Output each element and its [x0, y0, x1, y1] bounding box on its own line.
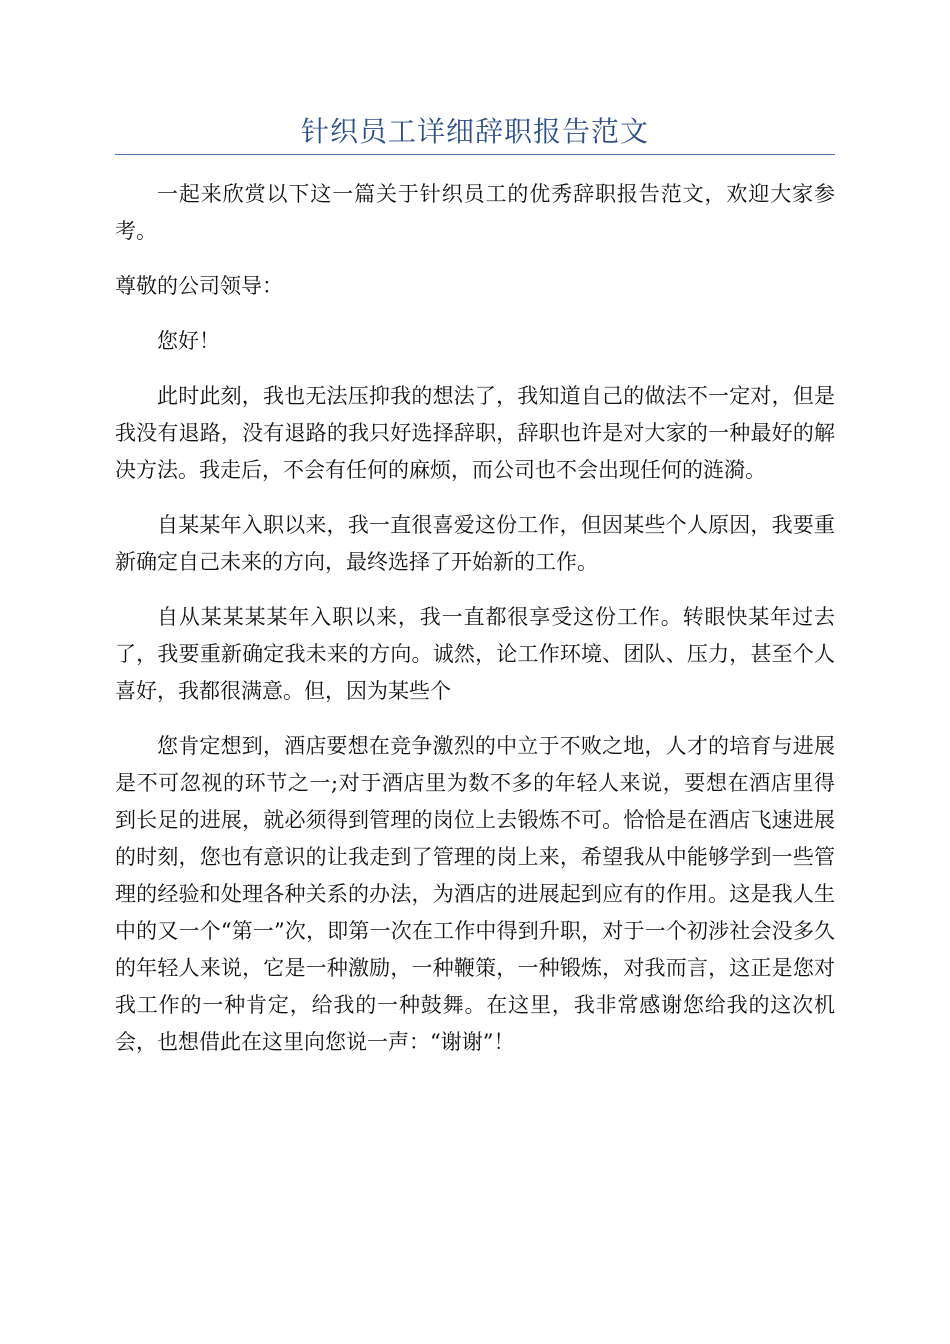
- intro-paragraph: 一起来欣赏以下这一篇关于针织员工的优秀辞职报告范文，欢迎大家参考。: [115, 182, 835, 243]
- document-body: [115, 176, 835, 1079]
- body-paragraph-2: 自某某年入职以来，我一直很喜爱这份工作，但因某些个人原因，我要重新确定自己未来的方向，最终选择了开始新的工作。: [115, 513, 835, 574]
- salutation: 尊敬的公司领导：: [115, 274, 283, 298]
- title-underline: [115, 154, 835, 155]
- body-paragraph-1: 此时此刻，我也无法压抑我的想法了，我知道自己的做法不一定对，但是我没有退路，没有退路的我只好选择辞职，辞职也许是对大家的一种最好的解决方法。我走后，不会有任何的麻烦，而公司也不会出现任何的涟漪。: [115, 384, 835, 482]
- greeting: 您好！: [157, 329, 220, 353]
- body-paragraph-3: 自从某某某某年入职以来，我一直都很享受这份工作。转眼快某年过去了，我要重新确定我未来的方向。诚然，论工作环境、团队、压力，甚至个人喜好，我都很满意。但，因为某些个: [115, 605, 835, 703]
- document-title: 针织员工详细辞职报告范文: [300, 115, 649, 148]
- body-paragraph-4: 您肯定想到，酒店要想在竞争激烈的中立于不败之地，人才的培育与进展是不可忽视的环节之一;对于酒店里为数不多的年轻人来说，要想在酒店里得到长足的进展，就必须得到管理的岗位上去锻炼不可。恰恰是在酒店飞速进展的时刻，您也有意识的让我走到了管理的岗上来，希望我从中能够学到一些管理的经验和处理各种关系的办法，为酒店的进展起到应有的作用。这是我人生中的又一个“第一”次，即第一次在工作中得到升职，对于一个初涉社会没多久的年轻人来说，它是一种激励，一种鞭策，一种锻炼，对我而言，这正是您对我工作的一种肯定，给我的一种鼓舞。在这里，我非常感谢您给我的这次机会，也想借此在这里向您说一声：“谢谢”！: [115, 734, 835, 1054]
